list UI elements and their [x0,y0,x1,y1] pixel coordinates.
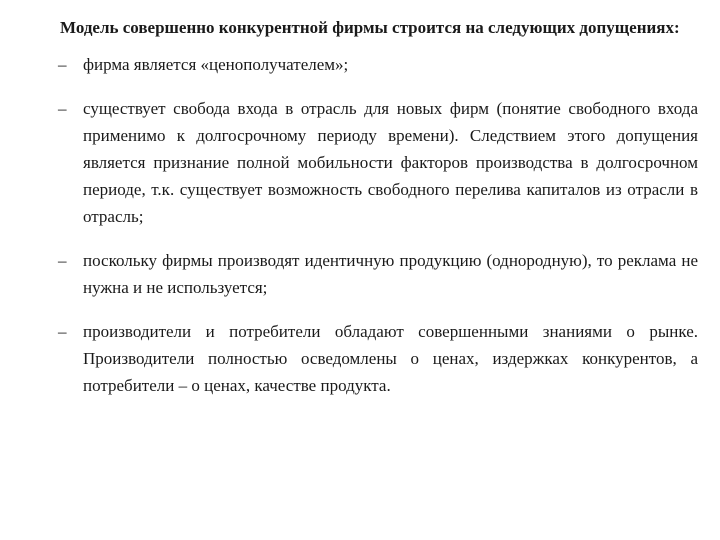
list-item-text: производители и потребители обладают совершенными знаниями о рынке. Производители полностью осведомлены о ценах, издержках конкурентов, а потребители – о ценах, качестве продукта. [83,322,698,395]
list-item [18,51,698,78]
list-item [18,318,698,399]
list-item [18,247,698,301]
list-item-text: фирма является «ценополучателем»; [83,55,349,74]
list-item-text: существует свобода входа в отрасль для новых фирм (понятие свободного входа применимо к долгосрочному периоду времени). Следствием этого допущения является признание полной мобильности факторов производства в долгосрочном периоде, т.к. существует возможность свободного перелива капиталов из отрасли в отрасль; [83,99,698,226]
assumptions-list [18,51,698,399]
intro-paragraph: Модель совершенно конкурентной фирмы строится на следующих допущениях: [60,18,680,37]
bullet-marker: – [58,99,67,118]
document-page [18,14,698,416]
bullet-marker: – [58,251,67,270]
list-item-text: поскольку фирмы производят идентичную продукцию (однородную), то реклама не нужна и не используется; [83,251,698,297]
bullet-marker: – [58,322,67,341]
bullet-marker: – [58,55,67,74]
list-item [18,95,698,230]
